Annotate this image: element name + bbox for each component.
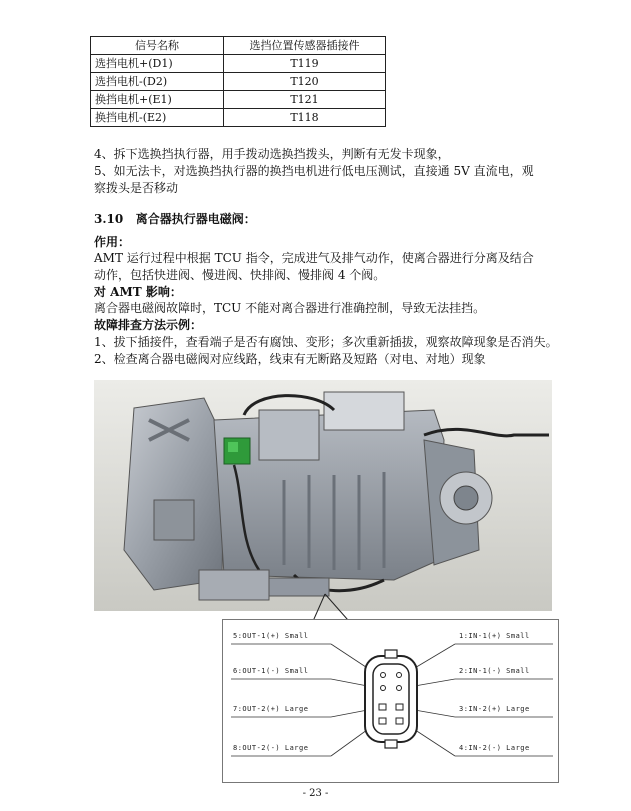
table-cell: 选挡电机-(D2) xyxy=(91,73,224,91)
pin-label-right-3: 3:IN-2(+) Large xyxy=(459,705,530,713)
table-header-signal: 信号名称 xyxy=(91,37,224,55)
pin-label-right-4: 4:IN-2(-) Large xyxy=(459,744,530,752)
section-number: 3.10 xyxy=(94,212,124,226)
connector-pinout-diagram xyxy=(222,619,559,783)
pin-label-left-1: 5:OUT-1(+) Small xyxy=(233,632,309,640)
impact-label: 对 AMT 影响： xyxy=(94,285,182,299)
table-cell: 选挡电机+(D1) xyxy=(91,55,224,73)
step-5-text: 5、如无法卡，对选换挡执行器的换挡电机进行低电压测试，直接通 5V 直流电，观察拨头是否移动 xyxy=(94,164,534,195)
table-header-connector: 选挡位置传感器插接件 xyxy=(224,37,386,55)
pin-label-left-2: 6:OUT-1(-) Small xyxy=(233,667,309,675)
pin-label-right-1: 1:IN-1(+) Small xyxy=(459,632,530,640)
step-4-text: 4、拆下选换挡执行器，用手拨动选换挡拨头，判断有无发卡现象， xyxy=(94,147,450,161)
pin-label-right-2: 2:IN-1(-) Small xyxy=(459,667,530,675)
troubleshoot-step-2: 2、检查离合器电磁阀对应线路，线束有无断路及短路（对电、对地）现象 xyxy=(94,352,486,366)
pin-label-left-3: 7:OUT-2(+) Large xyxy=(233,705,309,713)
impact-text: 离合器电磁阀故障时，TCU 不能对离合器进行准确控制，导致无法挂挡。 xyxy=(94,301,486,315)
troubleshoot-label: 故障排查方法示例： xyxy=(94,318,203,332)
section-title: 离合器执行器电磁阀： xyxy=(135,212,256,226)
table-cell: T119 xyxy=(224,55,386,73)
pin-label-left-4: 8:OUT-2(-) Large xyxy=(233,744,309,752)
page-number: - 23 - xyxy=(302,788,329,799)
table-cell: T120 xyxy=(224,73,386,91)
function-label: 作用： xyxy=(94,235,131,249)
table-cell: 换挡电机+(E1) xyxy=(91,91,224,109)
table-cell: T118 xyxy=(224,109,386,127)
function-text: AMT 运行过程中根据 TCU 指令，完成进气及排气动作，使离合器进行分离及结合动作，包括快进阀、慢进阀、快排阀、慢排阀 4 个阀。 xyxy=(94,251,534,282)
connector-drawing xyxy=(223,620,558,782)
troubleshoot-step-1: 1、拔下插接件，查看端子是否有腐蚀、变形；多次重新插拔，观察故障现象是否消失。 xyxy=(94,335,558,349)
table-cell: T121 xyxy=(224,91,386,109)
table-cell: 换挡电机-(E2) xyxy=(91,109,224,127)
